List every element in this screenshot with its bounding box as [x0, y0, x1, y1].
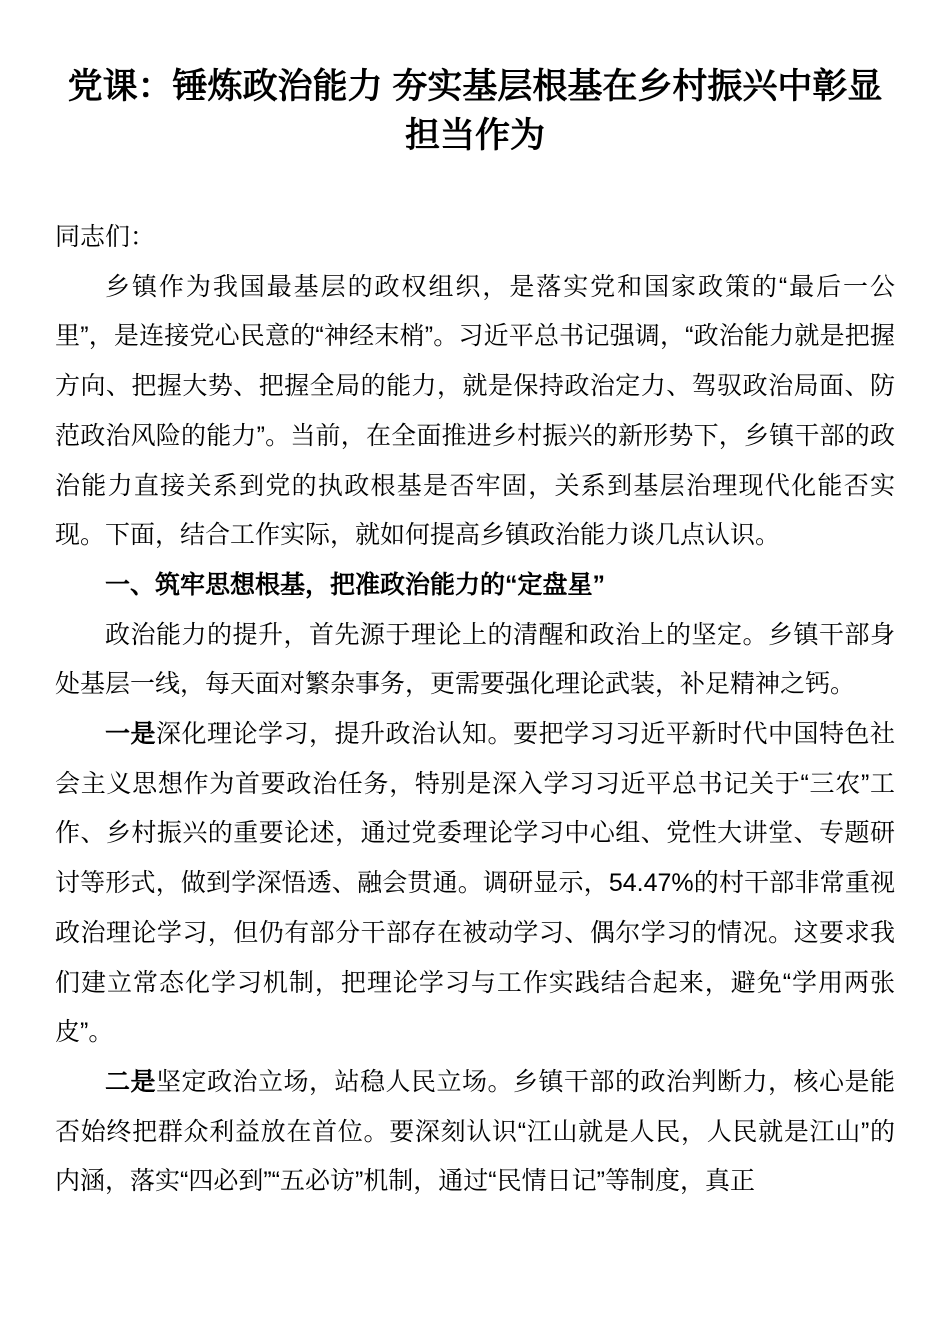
point-1-text: 深化理论学习，提升政治认知。要把学习习近平新时代中国特色社会主义思想作为首要政治任务，特别是深入学习习近平总书记关于“三农”工作、乡村振兴的重要论述，通过党委理论学习中心组、党性大讲堂、专题研讨等形式，做到学深悟透、融会贯通。调研显示，54.47%的村干部非常重视政治理论学习，但仍有部分干部存在被动学习、偶尔学习的情况。这要求我们建立常态化学习机制，把理论学习与工作实践结合起来，避免“学用两张皮”。	[55, 720, 895, 1047]
section-heading-1: 一、筑牢思想根基，把准政治能力的“定盘星”	[105, 570, 606, 599]
point-2-text: 坚定政治立场，站稳人民立场。乡镇干部的政治判断力，核心是能否始终把群众利益放在首位。要深刻认识“江山就是人民，人民就是江山”的内涵，落实“四必到”“五必访”机制，通过“民情日记”等制度，真正	[55, 1067, 895, 1196]
point-1-lead: 一是	[105, 720, 156, 749]
paragraph-point-2	[55, 1058, 895, 1207]
title-line-1: 党课：锤炼政治能力 夯实基层根基在乡村振兴中彰显	[67, 67, 883, 106]
paragraph-section1-intro: 政治能力的提升，首先源于理论上的清醒和政治上的坚定。乡镇干部身处基层一线，每天面对繁杂事务，更需要强化理论武装，补足精神之钙。	[55, 620, 895, 699]
document-body	[0, 213, 950, 1207]
title-line-2: 担当作为	[404, 116, 545, 155]
paragraph-intro: 乡镇作为我国最基层的政权组织，是落实党和国家政策的“最后一公里”，是连接党心民意的“神经末梢”。习近平总书记强调，“政治能力就是把握方向、把握大势、把握全局的能力，就是保持政治定力、驾驭政治局面、防范政治风险的能力”。当前，在全面推进乡村振兴的新形势下，乡镇干部的政治能力直接关系到党的执政根基是否牢固，关系到基层治理现代化能否实现。下面，结合工作实际，就如何提高乡镇政治能力谈几点认识。	[55, 272, 895, 550]
paragraph-point-1	[55, 710, 895, 1058]
salutation: 同志们：	[55, 223, 156, 251]
point-2-lead: 二是	[105, 1067, 156, 1096]
document-title	[0, 0, 950, 160]
